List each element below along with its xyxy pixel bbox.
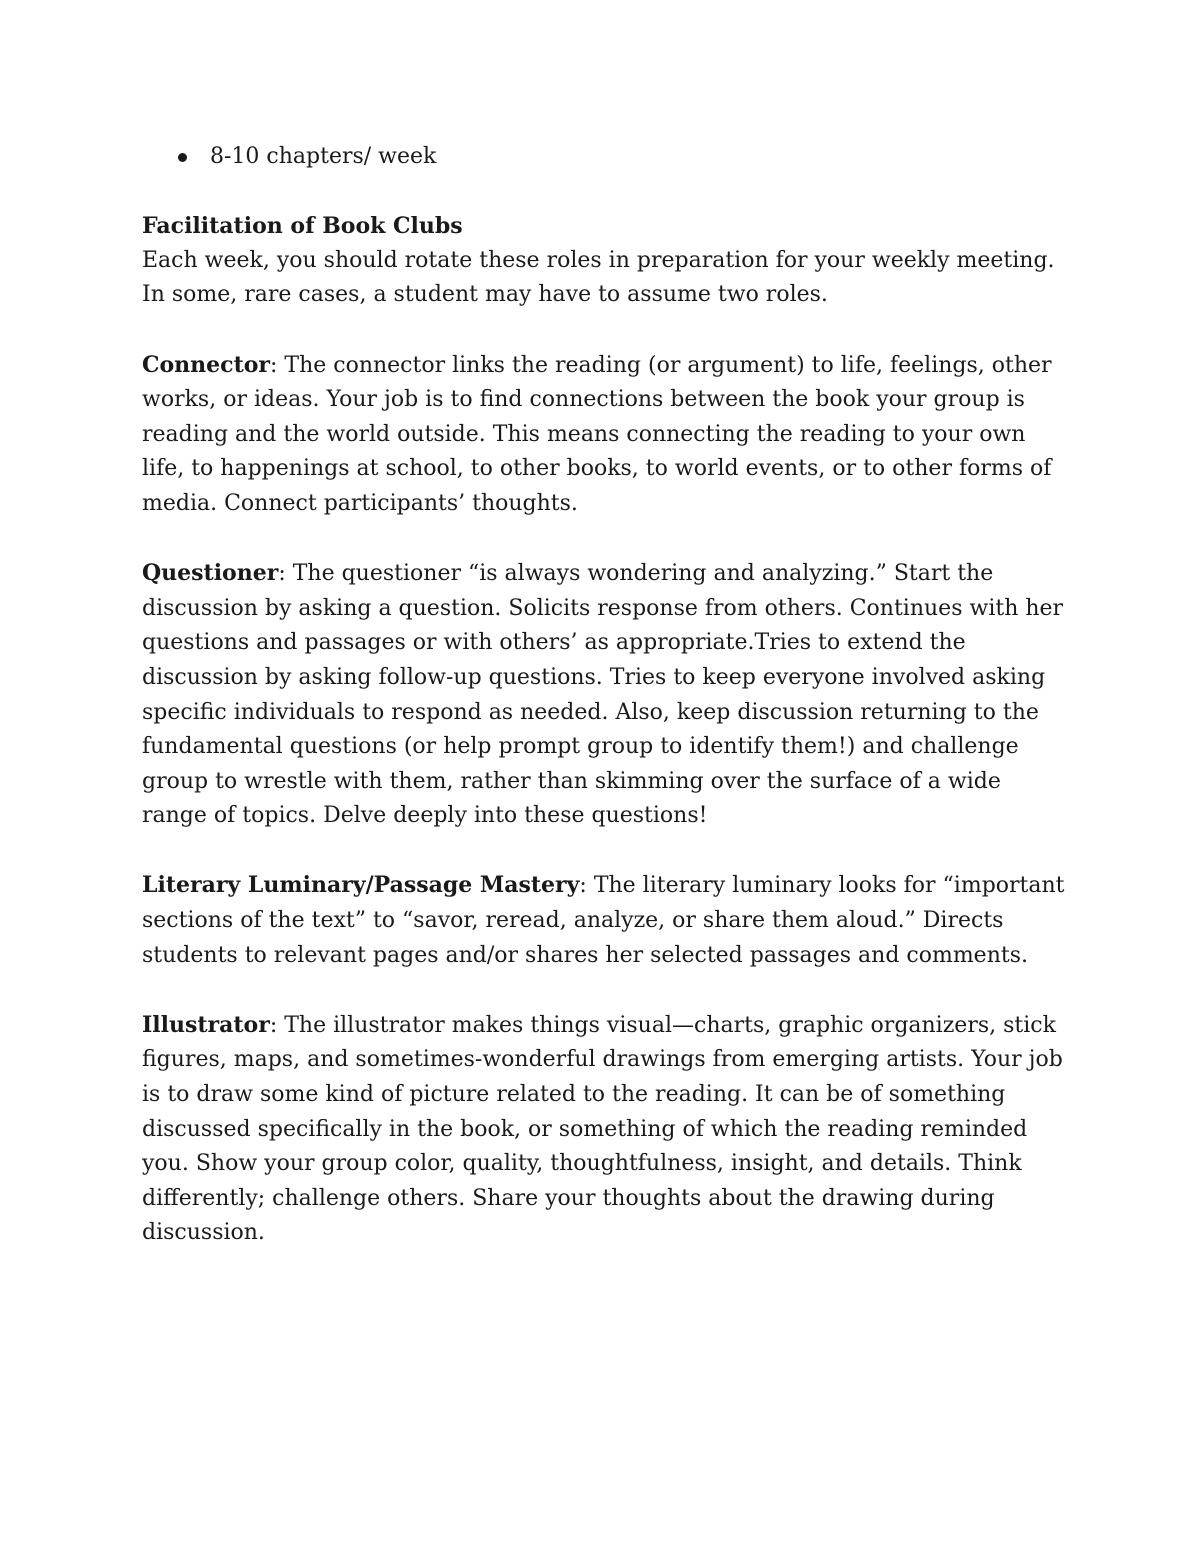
role-connector	[142, 348, 1067, 522]
role-separator: :	[270, 352, 285, 378]
paragraph-gap	[142, 313, 1067, 348]
section-intro: Each week, you should rotate these roles in preparation for your weekly meeting. In some, rare cases, a student may have to assume two roles.	[142, 247, 1055, 308]
role-separator: :	[278, 561, 293, 587]
bullet-text: 8-10 chapters/ week	[210, 144, 437, 169]
role-description: The literary luminary looks for “important sections of the text” to “savor, reread, analyze, or share them aloud.” Directs students to relevant pages and/or shares her selected passages and comments.	[142, 873, 1065, 968]
role-separator: :	[579, 873, 594, 899]
list-item	[142, 140, 1067, 175]
paragraph-gap	[142, 175, 1067, 210]
role-title: Questioner	[142, 560, 279, 587]
facilitation-section	[142, 209, 1067, 313]
document-body	[142, 140, 1067, 1251]
paragraph-gap	[142, 522, 1067, 557]
role-illustrator	[142, 1008, 1067, 1251]
paragraph-gap	[142, 973, 1067, 1008]
role-description: The questioner “is always wondering and analyzing.” Start the discussion by asking a question. Solicits response from others. Continues with her questions and passages or with others’ as appropriate.Tries to extend the discussion by asking follow-up questions. Tries to keep everyone involved asking specific individuals to respond as needed. Also, keep discussion returning to the fundamental questions (or help prompt group to identify them!) and challenge group to wrestle with them, rather than skimming over the surface of a wide range of topics. Delve deeply into these questions!	[142, 561, 1064, 829]
paragraph-gap	[142, 834, 1067, 869]
role-questioner	[142, 556, 1067, 834]
section-heading: Facilitation of Book Clubs	[142, 213, 463, 240]
role-separator: :	[269, 1012, 285, 1038]
role-description: The connector links the reading (or argument) to life, feelings, other works, or ideas. Your job is to find connections between the book your group is reading and the world outside. This means connecting the reading to your own life, to happenings at school, to other books, to world events, or to other forms of media. Connect participants’ thoughts.	[142, 352, 1052, 516]
bullet-dot-icon	[178, 153, 187, 162]
role-title: Connector	[142, 351, 270, 378]
reading-pace-list	[142, 140, 1067, 175]
role-description: The illustrator makes things visual—charts, graphic organizers, stick figures, maps, and sometimes-wonderful drawings from emerging artists. Your job is to draw some kind of picture related to the reading. It can be of something discussed specifically in the book, or something of which the reading reminded you. Show your group color, quality, thoughtfulness, insight, and details. Think differently; challenge others. Share your thoughts about the drawing during discussion.	[142, 1012, 1063, 1246]
role-literary-luminary	[142, 868, 1067, 973]
role-title: Illustrator	[142, 1011, 270, 1038]
role-title: Literary Luminary/Passage Mastery	[142, 872, 580, 899]
